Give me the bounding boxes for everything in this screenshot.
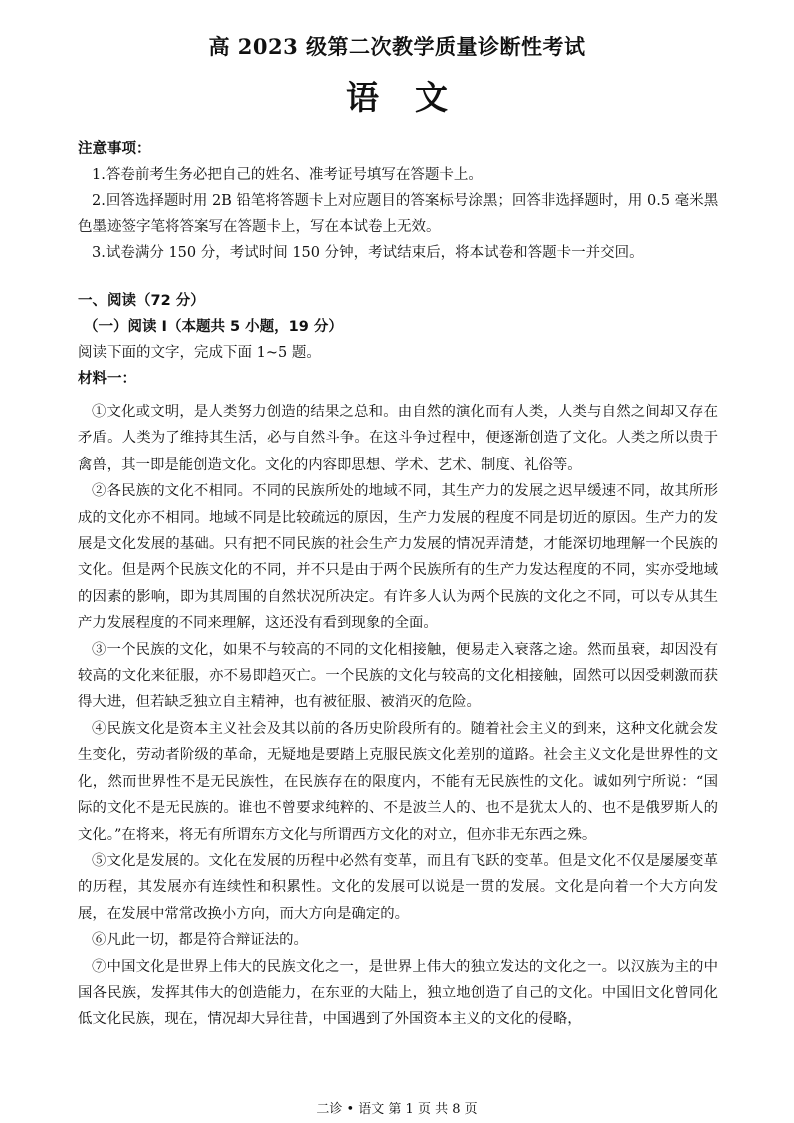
passage-paragraph: ⑦中国文化是世界上伟大的民族文化之一，是世界上伟大的独立发达的文化之一。以汉族为主的中国各民族，发挥其伟大的创造能力，在东亚的大陆上，独立地创造了自己的文化。中国旧文化曾同化低文化民族，现在，情况却大异往昔，中国遇到了外国资本主义的文化的侵略， bbox=[78, 958, 718, 1028]
exam-title: 高 2023 级第二次教学质量诊断性考试 bbox=[208, 34, 586, 59]
section-instruction: 阅读下面的文字，完成下面 1~5 题。 bbox=[78, 345, 321, 361]
section-subtitle: （一）阅读 I（本题共 5 小题，19 分） bbox=[84, 319, 343, 335]
passage-paragraph: ③一个民族的文化，如果不与较高的不同的文化相接触，便易走入衰落之途。然而虽衰，却因没有较高的文化来征服，亦不易即趋灭亡。一个民族的文化与较高的文化相接触，固然可以因受刺激而获得大进，但若缺乏独立自主精神，也有被征服、被消灭的危险。 bbox=[78, 641, 718, 711]
passage-paragraph: ⑥凡此一切，都是符合辩证法的。 bbox=[92, 932, 308, 949]
notes-heading: 注意事项： bbox=[78, 141, 151, 157]
reading-section bbox=[78, 288, 722, 392]
notes-item: 1.答卷前考生务必把自己的姓名、准考证号填写在答题卡上。 bbox=[92, 167, 483, 183]
material-label: 材料一： bbox=[78, 371, 136, 387]
passage-paragraph: ①文化或文明，是人类努力创造的结果之总和。由自然的演化而有人类，人类与自然之间却又存在矛盾。人类为了维持其生活，必与自然斗争。在这斗争过程中，便逐渐创造了文化。人类之所以贵于禽兽，其一即是能创造文化。文化的内容即思想、学术、艺术、制度、礼俗等。 bbox=[78, 404, 718, 473]
passage-paragraph: ②各民族的文化不相同。不同的民族所处的地域不同，其生产力的发展之迟早缓速不同，故其所形成的文化亦不相同。地域不同是比较疏远的原因，生产力发展的程度不同是切近的原因。生产力的发展是文化发展的基础。只有把不同民族的社会生产力发展的情况弄清楚，才能深切地理解一个民族的文化。但是两个民族文化的不同，并不只是由于两个民族所有的生产力发达程度的不同，实亦受地域的因素的影响，即为其周围的自然状况所决定。有许多人认为两个民族的文化之不同，可以专从其生产力发展程度的不同来理解，这还没有看到现象的全面。 bbox=[78, 483, 718, 632]
notes-item: 3.试卷满分 150 分，考试时间 150 分钟，考试结束后，将本试卷和答题卡一并交回。 bbox=[92, 245, 644, 261]
page-footer: 二诊 • 语文 第 1 页 共 8 页 bbox=[316, 1102, 478, 1117]
notes-block bbox=[78, 136, 722, 266]
notes-item: 2.回答选择题时用 2B 铅笔将答题卡上对应题目的答案标号涂黑；回答非选择题时，用 0.5 毫米黑色墨迹签字笔将答案写在答题卡上，写在本试卷上无效。 bbox=[78, 193, 719, 235]
passage-paragraph: ⑤文化是发展的。文化在发展的历程中必然有变革，而且有飞跃的变革。但是文化不仅是屡屡变革的历程，其发展亦有连续性和积累性。文化的发展可以说是一贯的发展。文化是向着一个大方向发展，在发展中常常改换小方向，而大方向是确定的。 bbox=[78, 852, 718, 922]
section-title: 一、阅读（72 分） bbox=[78, 293, 205, 309]
passage bbox=[78, 399, 718, 1033]
subject-title: 语文 bbox=[346, 78, 484, 117]
passage-paragraph: ④民族文化是资本主义社会及其以前的各历史阶段所有的。随着社会主义的到来，这种文化就会发生变化，劳动者阶级的革命，无疑地是要踏上克服民族文化差别的道路。社会主义文化是世界性的文化，然而世界性不是无民族性，在民族存在的限度内，不能有无民族性的文化。诚如列宁所说：“国际的文化不是无民族的。谁也不曾要求纯粹的、不是波兰人的、也不是犹太人的、也不是俄罗斯人的文化。”在将来，将无有所谓东方文化与所谓西方文化的对立，但亦非无东西之殊。 bbox=[78, 720, 718, 843]
